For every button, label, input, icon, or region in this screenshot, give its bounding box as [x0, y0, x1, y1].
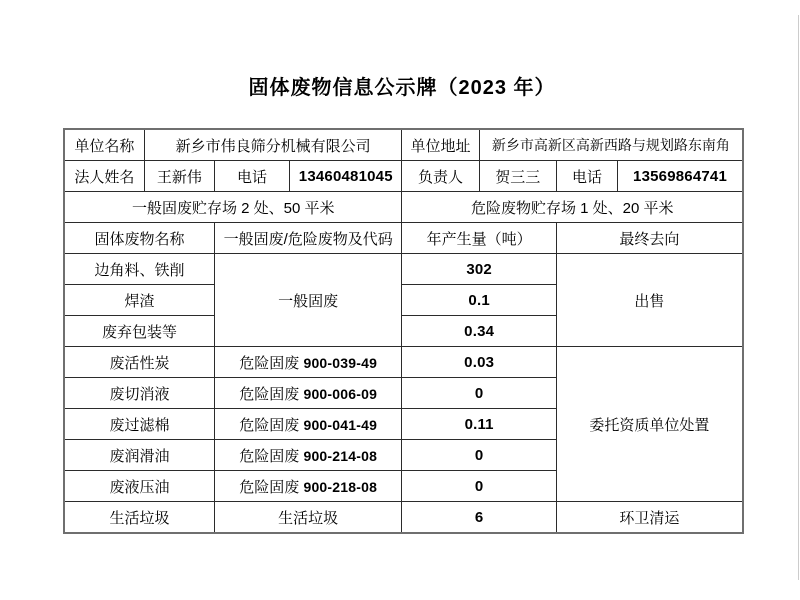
- table-row: [64, 161, 743, 192]
- manager-name-value: 贺三三: [479, 161, 556, 192]
- waste-name: 废切消液: [64, 378, 214, 409]
- waste-category: 生活垃圾: [214, 502, 402, 534]
- waste-amount: 0.1: [402, 285, 556, 316]
- viewport-edge-line: [798, 15, 799, 580]
- category-label: 危险固废: [239, 447, 300, 465]
- table-row: [64, 502, 743, 534]
- category-label: 危险固废: [239, 354, 300, 372]
- category-code: 900-006-09: [303, 385, 378, 402]
- waste-name: 边角料、铁削: [64, 254, 214, 285]
- unit-name-value: 新乡市伟良筛分机械有限公司: [144, 129, 402, 161]
- waste-name: 生活垃圾: [64, 502, 214, 534]
- legal-phone-label: 电话: [214, 161, 289, 192]
- waste-category: [214, 440, 402, 471]
- waste-amount: 302: [402, 254, 556, 285]
- page-title: 固体废物信息公示牌（2023 年）: [248, 77, 556, 99]
- waste-amount: 0: [402, 440, 556, 471]
- waste-name: 废润滑油: [64, 440, 214, 471]
- category-code: 900-041-49: [303, 416, 378, 433]
- table-row: [64, 254, 743, 285]
- category-label: 危险固废: [239, 385, 300, 403]
- waste-category: [214, 347, 402, 378]
- solid-waste-notice-table: [63, 128, 744, 534]
- category-label: 危险固废: [239, 478, 300, 496]
- header-annual-output: 年产生量（吨）: [402, 223, 556, 254]
- general-storage-note: 一般固废贮存场 2 处、50 平米: [64, 192, 402, 223]
- category-label: 危险固废: [239, 416, 300, 434]
- waste-category: [214, 378, 402, 409]
- unit-address-label: 单位地址: [402, 129, 479, 161]
- hazardous-storage-note: 危险废物贮存场 1 处、20 平米: [402, 192, 743, 223]
- manager-phone-value: 13569864741: [618, 161, 743, 192]
- header-category: 一般固废/危险废物及代码: [214, 223, 402, 254]
- category-code: 900-214-08: [303, 447, 378, 464]
- unit-address-value: 新乡市高新区高新西路与规划路东南角: [479, 129, 743, 161]
- waste-destination: 环卫清运: [556, 502, 743, 534]
- waste-amount: 0.34: [402, 316, 556, 347]
- waste-amount: 0: [402, 378, 556, 409]
- waste-amount: 0: [402, 471, 556, 502]
- waste-category: [214, 409, 402, 440]
- waste-name: 废过滤棉: [64, 409, 214, 440]
- waste-name: 废液压油: [64, 471, 214, 502]
- category-code: 900-218-08: [303, 478, 378, 495]
- waste-name: 废活性炭: [64, 347, 214, 378]
- manager-label: 负责人: [402, 161, 479, 192]
- table-row: [64, 347, 743, 378]
- legal-name-value: 王新伟: [144, 161, 214, 192]
- waste-name: 废弃包装等: [64, 316, 214, 347]
- unit-name-label: 单位名称: [64, 129, 144, 161]
- waste-name: 焊渣: [64, 285, 214, 316]
- table-header-row: [64, 223, 743, 254]
- waste-category: 一般固废: [214, 254, 402, 347]
- waste-amount: 0.11: [402, 409, 556, 440]
- waste-destination: 委托资质单位处置: [556, 347, 743, 502]
- waste-amount: 0.03: [402, 347, 556, 378]
- waste-destination: 出售: [556, 254, 743, 347]
- legal-name-label: 法人姓名: [64, 161, 144, 192]
- table-row: [64, 129, 743, 161]
- table-row: [64, 192, 743, 223]
- header-waste-name: 固体废物名称: [64, 223, 214, 254]
- waste-category: [214, 471, 402, 502]
- legal-phone-value: 13460481045: [290, 161, 402, 192]
- manager-phone-label: 电话: [556, 161, 617, 192]
- header-destination: 最终去向: [556, 223, 743, 254]
- waste-amount: 6: [402, 502, 556, 534]
- category-code: 900-039-49: [303, 354, 378, 371]
